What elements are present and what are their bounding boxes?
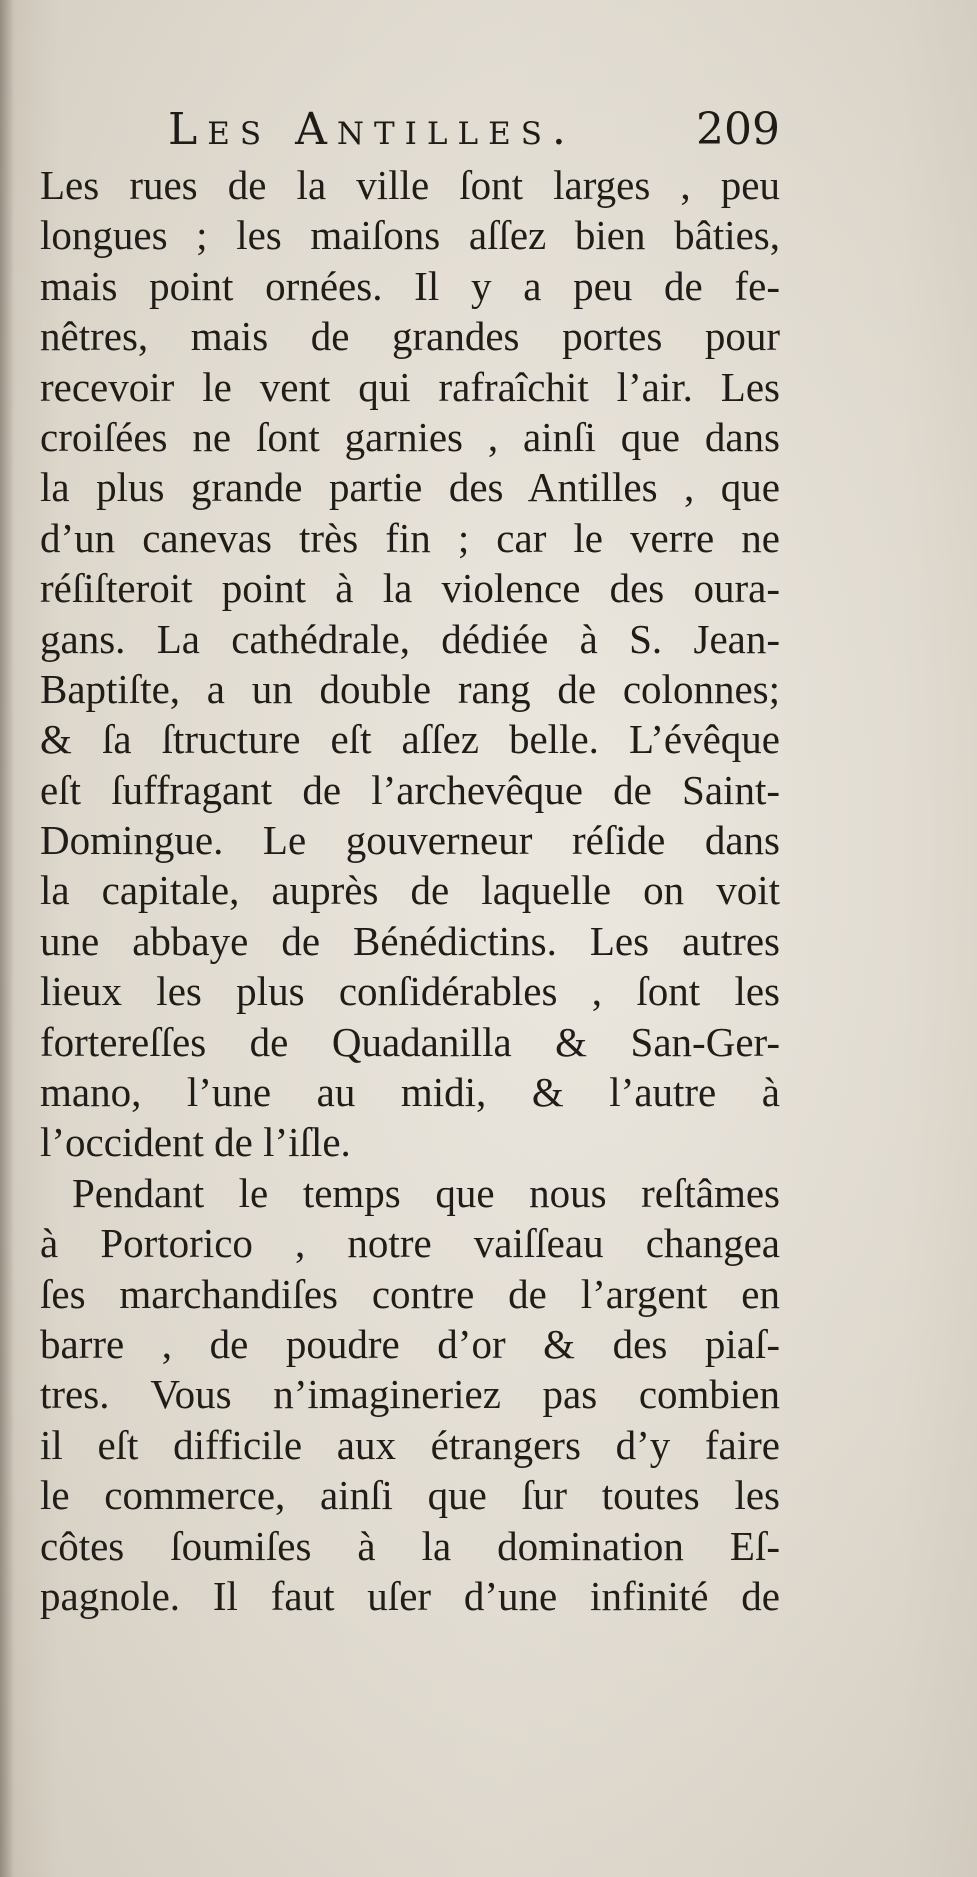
text-line: gans. La cathédrale, dédiée à S. Jean- [40,615,780,662]
text-line: la plus grande partie des Antilles , que [40,464,780,511]
text-line: tres. Vous n’imagineriez pas combien [40,1371,780,1418]
text-line: Baptiſte, a un double rang de colonnes; [40,665,780,712]
text-line: ſes marchandiſes contre de l’argent en [40,1270,780,1317]
text-line: fortereſſes de Quadanilla & San-Ger- [40,1018,780,1065]
body-text [40,160,780,1621]
text-line: Les rues de la ville ſont larges , peu [40,162,780,208]
text-line: nêtres, mais de grandes portes pour [40,313,780,360]
text-line: eſt ſuffragant de l’archevêque de Saint- [40,766,780,813]
page-number: 209 [696,104,780,155]
text-line: lieux les plus conſidérables , ſont les [40,968,780,1015]
text-line: il eſt difficile aux étrangers d’y faire [40,1421,780,1468]
text-line: mano, l’une au midi, & l’autre à [40,1069,780,1116]
text-line: croiſées ne ſont garnies , ainſi que dans [40,413,780,460]
paragraph-end-line: l’occident de l’iſle. [40,1119,351,1166]
text-line: Domingue. Le gouverneur réſide dans [40,817,780,864]
text-line: côtes ſoumiſes à la domination Eſ- [40,1522,780,1569]
text-line: longues ; les maiſons aſſez bien bâties, [40,212,780,259]
text-line: pagnole. Il faut uſer d’une infinité de [40,1572,780,1619]
page-header [168,102,780,158]
text-line: à Portorico , notre vaiſſeau changea [40,1220,780,1267]
text-line: & ſa ſtructure eſt aſſez belle. L’évêque [40,716,780,763]
text-line: la capitale, auprès de laquelle on voit [40,867,780,914]
paragraph-start-line: Pendant le temps que nous reſtâmes [72,1169,780,1216]
text-line: une abbaye de Bénédictins. Les autres [40,917,780,964]
text-line: réſiſteroit point à la violence des oura- [40,565,780,612]
text-line: barre , de poudre d’or & des piaſ- [40,1320,780,1367]
text-line: le commerce, ainſi que ſur toutes les [40,1472,780,1519]
gutter-shadow [0,0,14,1877]
text-line: recevoir le vent qui rafraîchit l’air. Les [40,363,780,410]
text-line: d’un canevas très fin ; car le verre ne [40,514,780,561]
running-head: Les Antilles. [168,104,576,155]
text-line: mais point ornées. Il y a peu de fe- [40,262,780,309]
